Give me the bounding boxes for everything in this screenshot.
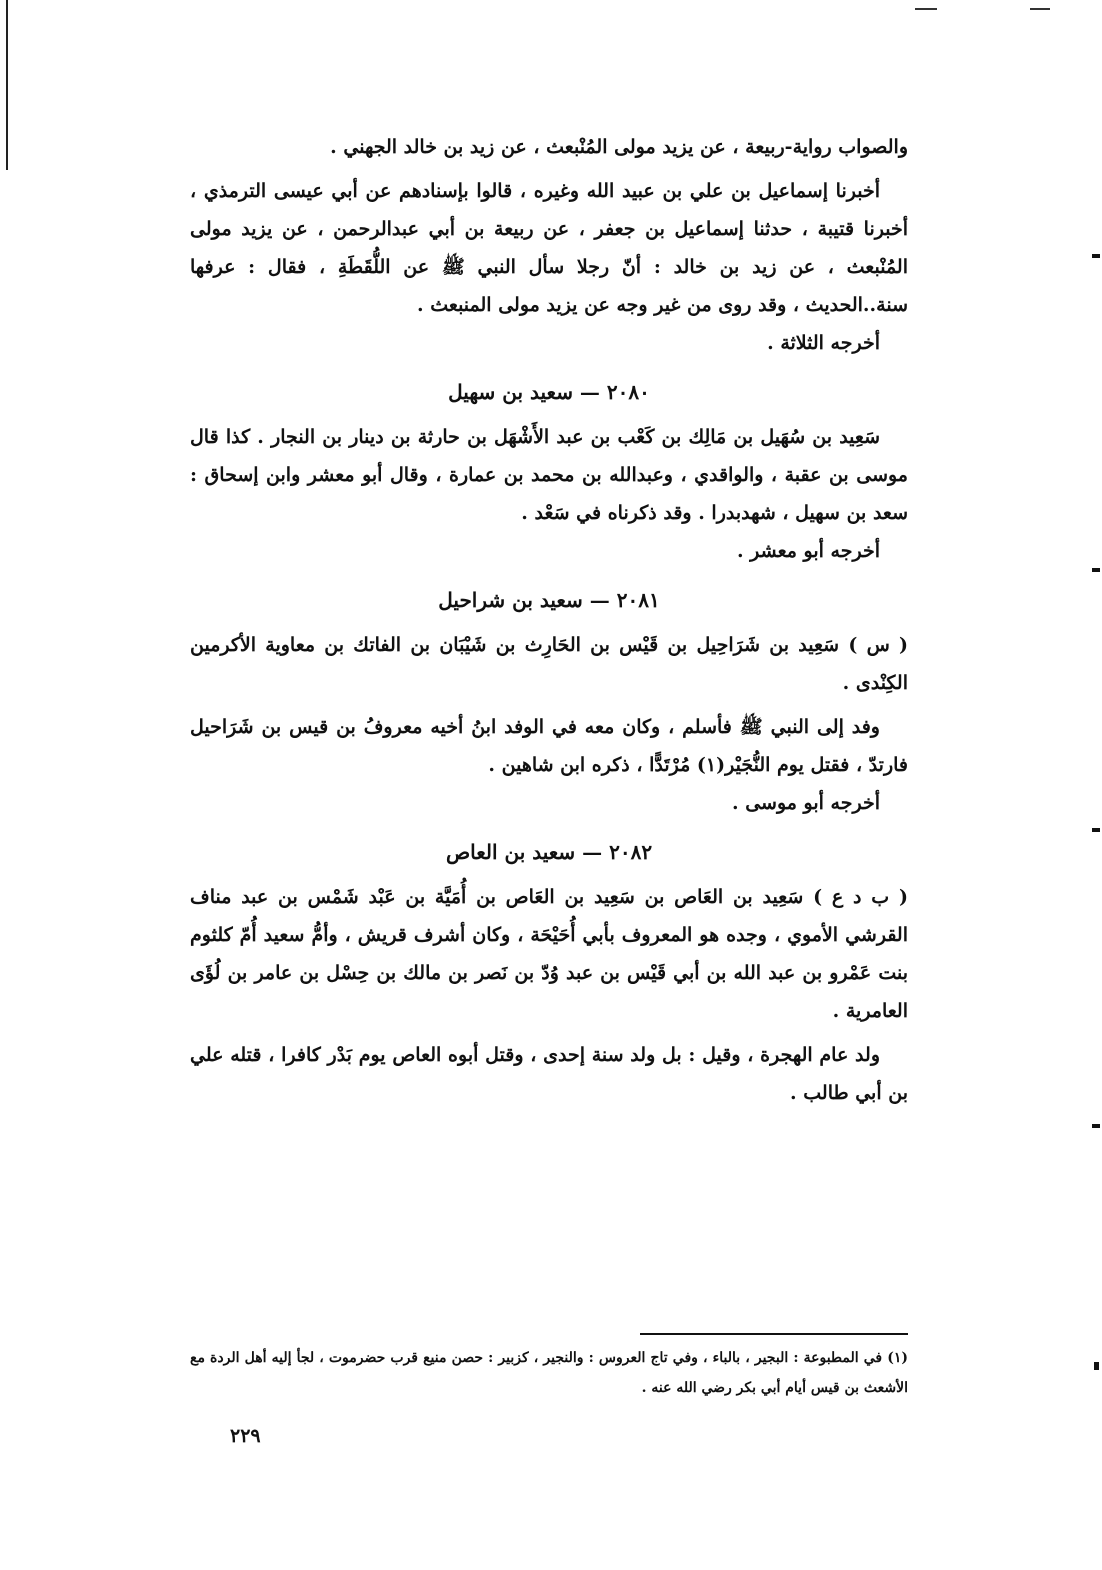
paragraph: أخرجه أبو موسى . [731,792,880,814]
entry-heading: ٢٠٨٠ — سعيد بن سهيل [448,380,650,404]
scan-mark [1092,568,1100,572]
paragraph: أخرجه الثلاثة . [767,332,880,354]
scan-mark [1092,1124,1100,1128]
paragraph: سَعِيد بن سُهَيل بن مَالِك بن كَعْب بن عبد الأَشْهَل بن حارثة بن دينار بن النجار . كذا قال موسى بن عقبة ، والواقدي ، وعبدالله بن محمد بن عمارة ، وقال أبو معشر وابن إسحاق : سعد بن سهيل ، شهدبدرا . وقد ذكرناه في سَعْد . [190,426,908,524]
page-body [190,128,908,1112]
scan-mark [915,8,937,10]
footnote-text: (١) في المطبوعة : البجير ، بالباء ، وفي تاج العروس : والنجير ، كزبير : حصن منيع قرب حضرموت ، لجأ إليه أهل الردة مع الأشعث بن قيس أيام أبي بكر رضي الله عنه . [190,1350,908,1396]
scan-mark [1094,1362,1099,1370]
paragraph: وفد إلى النبي ﷺ فأسلم ، وكان معه في الوفد ابنُ أخيه معروفُ بن قيس بن شَرَاحيل فارتدّ ، فقتل يوم النُّجَيْر(١) مُرْتَدًّا ، ذكره ابن شاهين . [190,716,908,776]
paragraph: والصواب رواية-ربيعة ، عن يزيد مولى المُنْبعث ، عن زيد بن خالد الجهني . [330,136,908,158]
scan-mark [1092,254,1100,258]
paragraph: أخرجه أبو معشر . [736,540,880,562]
paragraph: ( س ) سَعِيد بن شَرَاحِيل بن قَيْس بن الحَارِث بن شَيْبَان بن الفاتك بن معاوية الأكرمين الكِنْدى . [190,634,908,694]
footnote [190,1343,908,1403]
entry-heading: ٢٠٨١ — سعيد بن شراحيل [438,588,660,612]
scan-edge-line [6,0,8,170]
scan-mark [1030,8,1050,10]
page-number: ٢٢٩ [230,1425,261,1447]
paragraph: ( ب د ع ) سَعِيد بن العَاص بن سَعِيد بن العَاص بن أُمَيَّة بن عَبْد شَمْس بن عبد مناف القرشي الأموي ، وجده هو المعروف بأبي أُحَيْحَة ، وكان أشرف قريش ، وأمُّ سعيد أُمّ كلثوم بنت عَمْرو بن عبد الله بن أبي قَيْس بن عبد وُدّ بن نَصر بن مالك بن حِسْل بن عامر بن لُؤَى العامرية . [190,886,908,1022]
paragraph: ولد عام الهجرة ، وقيل : بل ولد سنة إحدى ، وقتل أبوه العاص يوم بَدْر كافرا ، قتله علي بن أبي طالب . [190,1044,908,1104]
entry-heading: ٢٠٨٢ — سعيد بن العاص [445,840,653,864]
scan-mark [1092,828,1100,832]
paragraph: أخبرنا إسماعيل بن علي بن عبيد الله وغيره ، قالوا بإسنادهم عن أبي عيسى الترمذي ، أخبرنا قتيبة ، حدثنا إسماعيل بن جعفر ، عن ربيعة بن أبي عبدالرحمن ، عن يزيد مولى المُنْبعث ، عن زيد بن خالد : أنّ رجلا سأل النبي ﷺ عن اللُّقَطَةِ ، فقال : عرفها سنة..الحديث ، وقد روى من غير وجه عن يزيد مولى المنبعث . [190,180,908,316]
footnote-divider [640,1333,908,1335]
